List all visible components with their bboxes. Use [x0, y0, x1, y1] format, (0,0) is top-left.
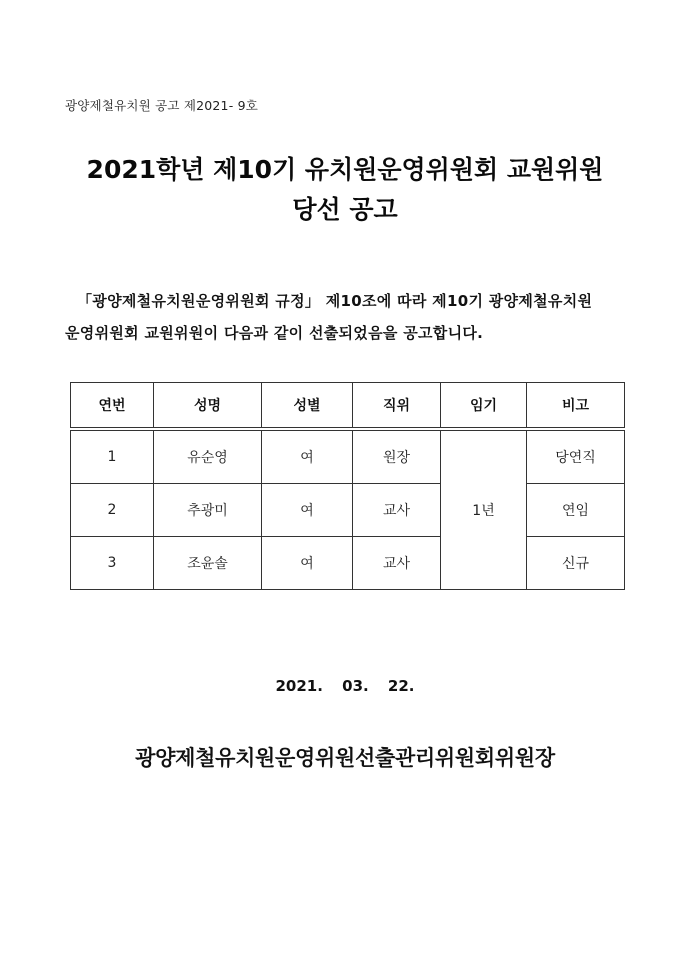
page-title-line2: 당선 공고	[292, 195, 398, 224]
cell-remark: 당연직	[527, 429, 625, 484]
cell-position: 교사	[353, 537, 441, 590]
table-row	[71, 484, 625, 537]
cell-position: 교사	[353, 484, 441, 537]
cell-name: 조윤솔	[154, 537, 262, 590]
page-title: 2021학년 제10기 유치원운영위원회 교원위원	[86, 155, 604, 184]
column-header-position: 직위	[353, 383, 441, 430]
cell-gender: 여	[262, 484, 353, 537]
cell-no: 3	[71, 537, 154, 590]
table-row	[71, 537, 625, 590]
cell-remark: 신규	[527, 537, 625, 590]
cell-position: 원장	[353, 429, 441, 484]
signature: 광양제철유치원운영위원선출관리위원회위원장	[135, 746, 555, 770]
cell-gender: 여	[262, 429, 353, 484]
announcement-text-line2: 운영위원회 교원위원이 다음과 같이 선출되었음을 공고합니다.	[65, 324, 484, 342]
column-header-name: 성명	[154, 383, 262, 430]
announcement-text-line1: 「광양제철유치원운영위원회 규정」 제10조에 따라 제10기 광양제철유치원	[77, 292, 593, 310]
table-header-row	[71, 383, 625, 430]
column-header-gender: 성별	[262, 383, 353, 430]
cell-term-merged: 1년	[441, 429, 527, 590]
cell-gender: 여	[262, 537, 353, 590]
members-table	[70, 382, 625, 590]
announcement-date: 2021. 03. 22.	[275, 677, 415, 695]
cell-remark: 연임	[527, 484, 625, 537]
column-header-remark: 비고	[527, 383, 625, 430]
table-row	[71, 429, 625, 484]
document-number: 광양제철유치원 공고 제2021- 9호	[65, 98, 259, 113]
column-header-term: 임기	[441, 383, 527, 430]
cell-no: 1	[71, 429, 154, 484]
cell-name: 추광미	[154, 484, 262, 537]
cell-name: 유순영	[154, 429, 262, 484]
cell-no: 2	[71, 484, 154, 537]
column-header-no: 연번	[71, 383, 154, 430]
